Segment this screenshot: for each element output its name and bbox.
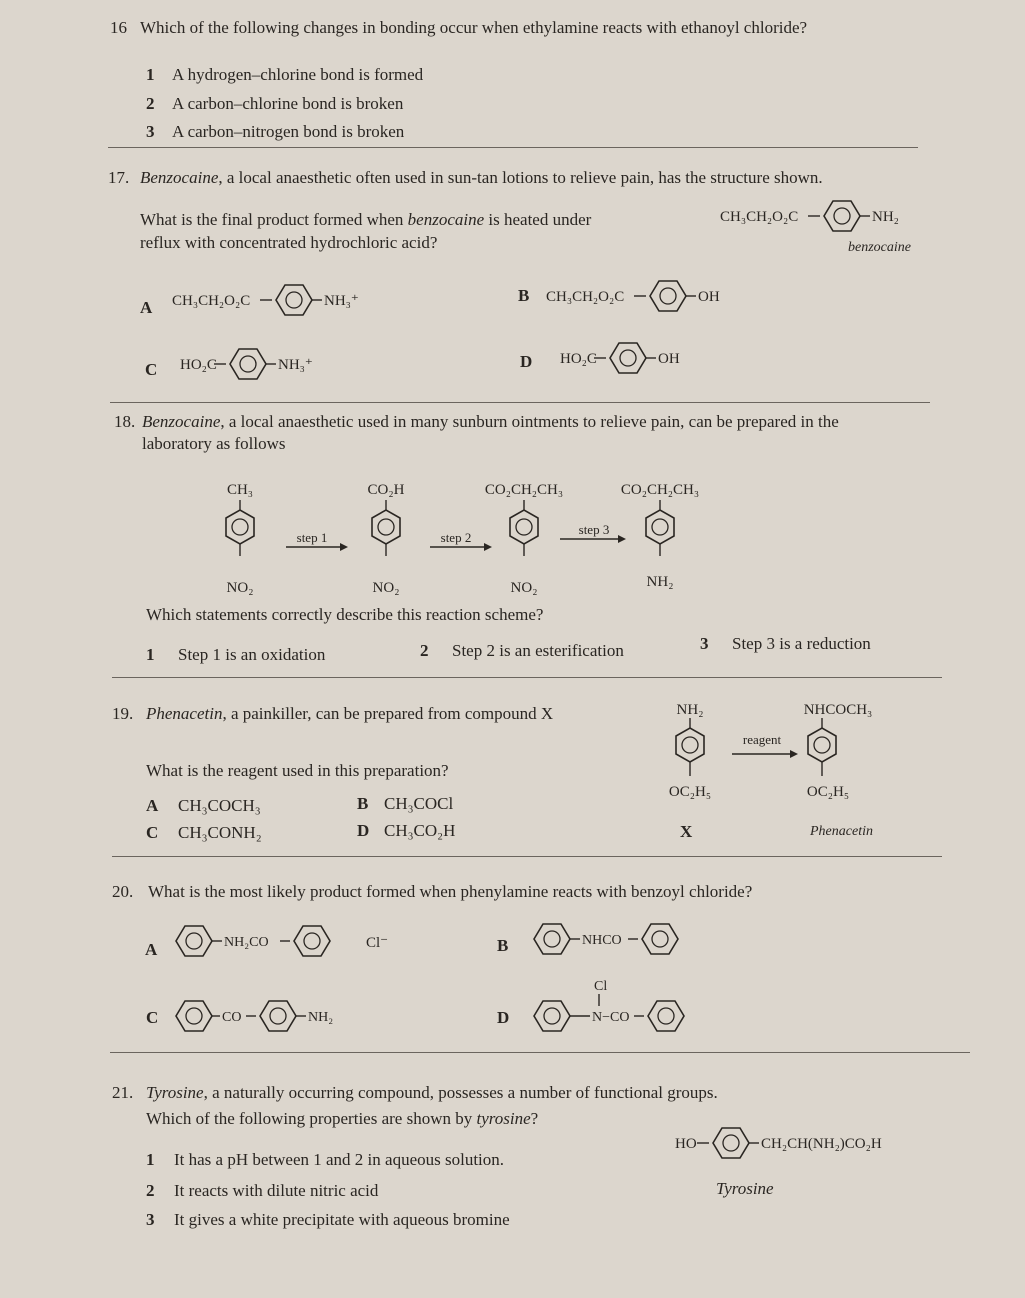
q19-question: What is the reagent used in this preparation? (146, 761, 449, 780)
linking-group: NH₂CO (224, 935, 269, 950)
q16-statement: A carbon–chlorine bond is broken (172, 94, 404, 113)
q17-option-c-structure (180, 344, 350, 384)
q19-name: Phenacetin (146, 704, 223, 723)
q17-option-letter: C (145, 360, 158, 379)
divider (112, 856, 942, 857)
q20-option-letter: A (145, 940, 158, 959)
q19-option-text: CH₃COCl (384, 794, 454, 813)
q18-stem (142, 412, 839, 432)
structure-group-left: HO₂C (180, 357, 217, 373)
benzene-ring-icon (808, 728, 836, 762)
structure-group-right: NH₃⁺ (278, 357, 313, 373)
q17-question-name: benzocaine (407, 210, 485, 229)
q16-statement-number: 2 (146, 94, 155, 113)
q21-tyrosine-structure (675, 1122, 965, 1166)
q18-stem-line2: laboratory as follows (142, 434, 286, 453)
substituent-group: Cl (594, 979, 608, 994)
step-label: step 2 (440, 530, 472, 545)
q19-option-letter: D (357, 821, 370, 840)
compound-top-group: CO₂CH₂CH₃ (484, 482, 564, 498)
divider (110, 402, 930, 403)
q20-stem: What is the most likely product formed when phenylamine reacts with benzoyl chloride? (148, 882, 753, 901)
q19-option-letter: B (357, 794, 369, 813)
q19-option-text: CH₃CO₂H (384, 821, 456, 840)
q18-statement-number: 1 (146, 645, 155, 664)
q21-stem (146, 1083, 718, 1103)
q16-number: 16 (110, 18, 127, 37)
q16-statement-number: 1 (146, 65, 155, 84)
q21-statement: It reacts with dilute nitric acid (174, 1181, 379, 1200)
structure-group-right: NH₃⁺ (324, 293, 359, 309)
step-label: step 1 (296, 530, 328, 545)
q20-option-d-structure (528, 970, 728, 1040)
compound-bottom-group: NH₂ (646, 574, 674, 590)
compound-bottom-group: NO₂ (372, 580, 400, 596)
q19-option-letter: C (146, 823, 159, 842)
q19-stem (146, 704, 553, 724)
q20-option-b-structure (528, 918, 728, 962)
divider (108, 147, 918, 148)
compound-top-group: CO₂H (367, 482, 405, 498)
q16-statement-number: 3 (146, 122, 155, 141)
q17-number: 17. (108, 168, 130, 187)
structure-group-right: OH (658, 351, 680, 367)
q17-stem (140, 168, 823, 188)
benzene-ring-icon (294, 926, 330, 956)
reactant-top-group: NH₂ (676, 702, 704, 718)
compound-top-group: CO₂CH₂CH₃ (620, 482, 700, 498)
benzene-ring-icon (610, 343, 646, 373)
q17-option-b-structure (546, 276, 746, 316)
benzene-ring-icon (824, 201, 860, 231)
q19-reactant-label: X (680, 822, 693, 841)
q20-option-c-structure (170, 995, 410, 1039)
q17-structure-label: benzocaine (848, 240, 911, 255)
q21-statement: It has a pH between 1 and 2 in aqueous solution. (174, 1150, 505, 1169)
q19-stem-rest: , a painkiller, can be prepared from compound X (222, 704, 554, 723)
q17-name: Benzocaine (140, 168, 219, 187)
q16-stem: Which of the following changes in bonding occur when ethylamine reacts with ethanoyl chloride? (140, 18, 808, 37)
benzene-ring-icon (226, 510, 254, 544)
linking-group: N−CO (592, 1010, 630, 1025)
benzene-ring-icon (176, 1001, 212, 1031)
q17-question (140, 210, 591, 230)
structure-group-left: CH₃CH₂O₂C (172, 293, 251, 309)
q21-question (146, 1109, 538, 1129)
benzene-ring-icon (650, 281, 686, 311)
divider (112, 677, 942, 678)
compound-bottom-group: NO₂ (510, 580, 538, 596)
structure-group-right: OH (698, 289, 720, 305)
q21-stem-rest: , a naturally occurring compound, possesses a number of functional groups. (203, 1083, 718, 1102)
q16-statement: A hydrogen–chlorine bond is formed (172, 65, 424, 84)
structure-group-left: CH₃CH₂O₂C (546, 289, 625, 305)
q20-number: 20. (112, 882, 134, 901)
q21-statement-number: 2 (146, 1181, 155, 1200)
q17-option-letter: A (140, 298, 153, 317)
q19-option-text: CH₃CONH₂ (178, 823, 262, 842)
q21-number: 21. (112, 1083, 134, 1102)
q17-option-d-structure (560, 338, 720, 378)
terminal-group: NH₂ (308, 1010, 334, 1025)
q21-statement-number: 3 (146, 1210, 155, 1229)
q16-statement: A carbon–nitrogen bond is broken (172, 122, 405, 141)
q19-option-text: CH₃COCH₃ (178, 796, 261, 815)
structure-group-left: HO₂C (560, 351, 597, 367)
benzene-ring-icon (713, 1128, 749, 1158)
q21-question-end: ? (530, 1109, 539, 1128)
product-top-group: NHCOCH₃ (803, 702, 873, 718)
benzene-ring-icon (646, 510, 674, 544)
product-bottom-group: OC₂H₅ (806, 784, 850, 800)
q17-question-a: What is the final product formed when (140, 210, 404, 229)
benzene-ring-icon (230, 349, 266, 379)
q18-number: 18. (114, 412, 136, 431)
q21-statement: It gives a white precipitate with aqueous bromine (174, 1210, 510, 1229)
q17-benzocaine-structure (720, 196, 910, 236)
benzene-ring-icon (642, 924, 678, 954)
q21-question-a: Which of the following properties are shown by (146, 1109, 473, 1128)
q18-reaction-scheme (200, 460, 800, 600)
structure-group-right: NH₂ (872, 209, 899, 225)
benzene-ring-icon (648, 1001, 684, 1031)
benzene-ring-icon (534, 1001, 570, 1031)
benzene-ring-icon (276, 285, 312, 315)
benzene-ring-icon (372, 510, 400, 544)
q17-option-a-structure (172, 280, 372, 320)
q21-statement-number: 1 (146, 1150, 155, 1169)
benzene-ring-icon (510, 510, 538, 544)
linking-group: NHCO (582, 933, 622, 948)
q18-statement: Step 3 is a reduction (732, 634, 871, 653)
compound-top-group: CH₃ (226, 482, 254, 498)
q21-name: Tyrosine (146, 1083, 204, 1102)
q21-question-name: tyrosine (476, 1109, 531, 1128)
structure-group-left: HO (675, 1136, 697, 1152)
benzene-ring-icon (176, 926, 212, 956)
structure-group-right: CH₂CH(NH₂)CO₂H (761, 1136, 882, 1152)
q19-option-letter: A (146, 796, 159, 815)
q18-question: Which statements correctly describe this reaction scheme? (146, 605, 544, 624)
q21-structure-label: Tyrosine (716, 1179, 774, 1198)
reactant-bottom-group: OC₂H₅ (668, 784, 712, 800)
counter-ion: Cl⁻ (366, 935, 389, 951)
q18-statement: Step 1 is an oxidation (178, 645, 326, 664)
q19-product-label: Phenacetin (810, 824, 873, 839)
q18-stem-rest: , a local anaesthetic used in many sunburn ointments to relieve pain, can be prepared in the (220, 412, 839, 431)
q20-option-letter: C (146, 1008, 159, 1027)
q20-option-a-structure (170, 920, 430, 964)
q18-statement: Step 2 is an esterification (452, 641, 624, 660)
benzene-ring-icon (534, 924, 570, 954)
q19-number: 19. (112, 704, 134, 723)
step-label: step 3 (578, 522, 610, 537)
q18-statement-number: 3 (700, 634, 709, 653)
benzene-ring-icon (676, 728, 704, 762)
q20-option-letter: D (497, 1008, 510, 1027)
structure-group-left: CH₃CH₂O₂C (720, 209, 799, 225)
divider (110, 1052, 970, 1053)
q20-option-letter: B (497, 936, 509, 955)
q17-option-letter: B (518, 286, 530, 305)
q17-stem-rest: , a local anaesthetic often used in sun-tan lotions to relieve pain, has the structure shown. (218, 168, 823, 187)
q17-question-b: is heated under (488, 210, 592, 229)
linking-group: CO (222, 1010, 242, 1025)
q17-question-line2: reflux with concentrated hydrochloric acid? (140, 233, 438, 252)
q17-option-letter: D (520, 352, 533, 371)
benzene-ring-icon (260, 1001, 296, 1031)
q18-name: Benzocaine (142, 412, 221, 431)
arrow-label: reagent (742, 732, 782, 747)
q18-statement-number: 2 (420, 641, 429, 660)
compound-bottom-group: NO₂ (226, 580, 254, 596)
